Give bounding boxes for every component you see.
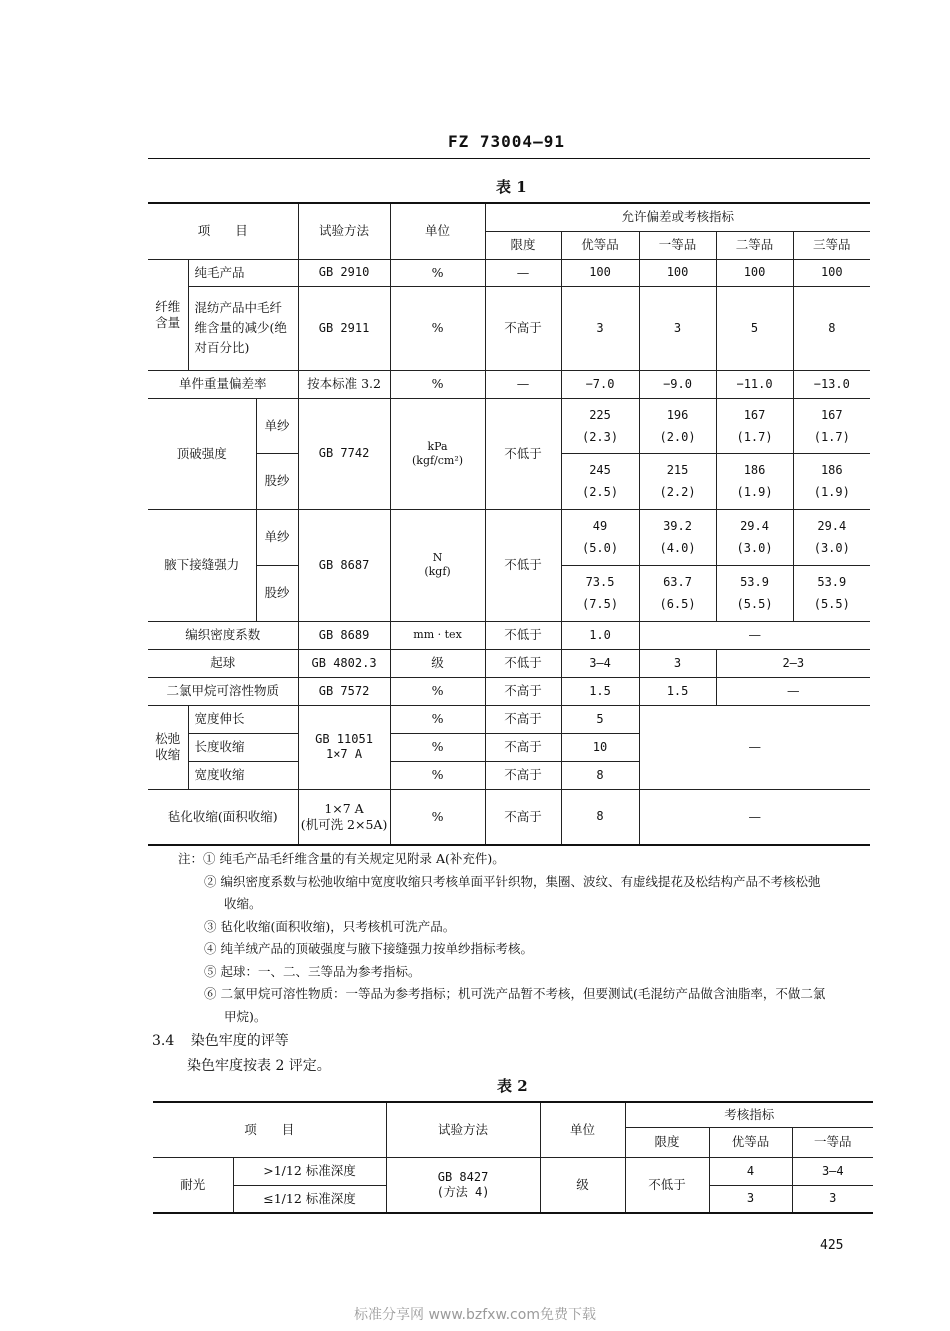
relax-r2-limit: 不高于 <box>485 733 561 761</box>
note-2-cont: 收缩。 <box>224 896 262 911</box>
relax-r3-unit: % <box>390 761 485 789</box>
dcm-name: 二氯甲烷可溶性物质 <box>148 677 298 705</box>
seam-single-v1 <box>561 509 639 565</box>
table-header-row <box>148 203 870 231</box>
light-a-cond: >1/12 标准深度 <box>233 1157 386 1185</box>
table-row <box>148 705 870 733</box>
burst-unit <box>390 398 485 509</box>
t2-head-method: 试验方法 <box>386 1102 540 1157</box>
value: 225 <box>589 407 611 422</box>
seam-limit: 不低于 <box>485 509 561 621</box>
burst-single-v1 <box>561 398 639 453</box>
value-paren: (3.0) <box>736 541 773 555</box>
density-v1: 1.0 <box>561 621 639 649</box>
table-row <box>148 398 870 453</box>
fiber-blend-v3: 5 <box>716 286 793 370</box>
table1-notes <box>178 848 878 1028</box>
head-limit: 限度 <box>485 231 561 259</box>
burst-unit-main: kPa <box>427 439 448 453</box>
fiber-blend-v4: 8 <box>793 286 870 370</box>
value-paren: (2.3) <box>581 429 619 444</box>
density-name: 编织密度系数 <box>148 621 298 649</box>
head-method: 试验方法 <box>298 203 390 259</box>
head-grade-2: 一等品 <box>639 231 716 259</box>
relax-r1-name: 宽度伸长 <box>188 705 298 733</box>
relax-method-cycle: 1×7 A <box>325 747 363 761</box>
burst-method: GB 7742 <box>298 398 390 509</box>
dcm-limit: 不高于 <box>485 677 561 705</box>
value-paren: (1.7) <box>813 429 850 444</box>
seam-method: GB 8687 <box>298 509 390 621</box>
value-paren: (3.0) <box>813 541 850 555</box>
t2-head-group: 考核指标 <box>625 1102 873 1127</box>
fiber-pure-v1: 100 <box>561 259 639 286</box>
light-a-v1: 4 <box>709 1157 792 1185</box>
light-name: 耐光 <box>153 1157 233 1213</box>
relax-r1-unit: % <box>390 705 485 733</box>
light-b-v1: 3 <box>709 1185 792 1213</box>
t2-head-limit: 限度 <box>625 1127 709 1157</box>
dcm-v34: — <box>716 677 870 705</box>
weight-method: 按本标准 3.2 <box>298 370 390 398</box>
burst-single-sub: 单纱 <box>256 398 298 453</box>
dcm-unit: % <box>390 677 485 705</box>
pilling-v2: 3 <box>639 649 716 677</box>
table1-caption: 表 1 <box>496 178 527 196</box>
light-method-std: GB 8427 <box>437 1169 489 1184</box>
value-paren: (2.2) <box>659 485 696 499</box>
fiber-pure-method: GB 2910 <box>298 259 390 286</box>
burst-single-v4 <box>793 398 870 453</box>
note-2: ② 编织密度系数与松弛收缩中宽度收缩只考核单面平针织物，集圈、波纹、有虚线提花及松结构产品不考核松弛 <box>204 873 821 889</box>
felt-limit: 不高于 <box>485 789 561 845</box>
relax-r3-limit: 不高于 <box>485 761 561 789</box>
light-method <box>386 1157 540 1213</box>
dcm-v1: 1.5 <box>561 677 639 705</box>
table-header-row <box>153 1102 873 1127</box>
value: 73.5 <box>585 575 615 589</box>
weight-unit: % <box>390 370 485 398</box>
burst-limit: 不低于 <box>485 398 561 509</box>
felt-v1: 8 <box>561 789 639 845</box>
light-unit: 级 <box>540 1157 625 1213</box>
table-row <box>148 370 870 398</box>
felt-method <box>298 789 390 845</box>
head-grade-1: 优等品 <box>561 231 639 259</box>
burst-single-v3 <box>716 398 793 453</box>
dcm-method: GB 7572 <box>298 677 390 705</box>
value-paren: (2.5) <box>581 485 619 499</box>
section-text: 染色牢度按表 2 评定。 <box>187 1058 331 1074</box>
density-method: GB 8689 <box>298 621 390 649</box>
burst-ply-v1 <box>561 453 639 509</box>
fiber-blend-v2: 3 <box>639 286 716 370</box>
relax-rest: — <box>639 705 870 789</box>
value: 53.9 <box>817 575 847 589</box>
seam-unit-alt: (kgf) <box>424 565 451 578</box>
value: 186 <box>820 463 843 477</box>
table-row <box>148 789 870 845</box>
value: 39.2 <box>663 519 692 533</box>
value-paren: (5.5) <box>813 597 850 611</box>
relax-method <box>298 705 390 789</box>
seam-unit <box>390 509 485 621</box>
fiber-blend-name: 混纺产品中毛纤维含量的减少(绝对百分比) <box>188 286 298 370</box>
felt-name: 毡化收缩(面积收缩) <box>148 789 298 845</box>
relax-r1-limit: 不高于 <box>485 705 561 733</box>
seam-name: 腋下接缝强力 <box>148 509 256 621</box>
relax-r2-name: 长度收缩 <box>188 733 298 761</box>
seam-unit-main: N <box>432 551 443 565</box>
value: 245 <box>589 463 611 477</box>
table-row <box>148 509 870 565</box>
light-limit: 不低于 <box>625 1157 709 1213</box>
felt-rest: — <box>639 789 870 845</box>
relax-r2-unit: % <box>390 733 485 761</box>
seam-ply-v4 <box>793 565 870 621</box>
value: 215 <box>666 463 689 477</box>
pilling-limit: 不低于 <box>485 649 561 677</box>
density-rest: — <box>639 621 870 649</box>
table-row <box>153 1157 873 1185</box>
table-row <box>148 621 870 649</box>
value-paren: (1.7) <box>736 429 773 444</box>
fiber-pure-unit: % <box>390 259 485 286</box>
pilling-v34: 2—3 <box>716 649 870 677</box>
note-5: ⑤ 起球：一、二、三等品为参考指标。 <box>204 963 421 979</box>
value: 196 <box>666 407 689 422</box>
fiber-pure-name: 纯毛产品 <box>188 259 298 286</box>
table-row <box>148 259 870 286</box>
head-grade-3: 二等品 <box>716 231 793 259</box>
page-number: 425 <box>820 1238 844 1253</box>
head-grade-4: 三等品 <box>793 231 870 259</box>
dcm-v2: 1.5 <box>639 677 716 705</box>
fiber-blend-v1: 3 <box>561 286 639 370</box>
burst-ply-v4 <box>793 453 870 509</box>
value-paren: (6.5) <box>659 597 696 611</box>
value: 29.4 <box>740 519 769 533</box>
relax-r1-v1: 5 <box>561 705 639 733</box>
burst-single-v2 <box>639 398 716 453</box>
t2-head-grade-2: 一等品 <box>792 1127 873 1157</box>
value: 167 <box>743 407 766 422</box>
fiber-blend-limit: 不高于 <box>485 286 561 370</box>
relax-r2-v1: 10 <box>561 733 639 761</box>
table-1 <box>148 202 870 846</box>
note-6-cont: 甲烷)。 <box>224 1008 267 1024</box>
relax-r3-v1: 8 <box>561 761 639 789</box>
light-b-v2: 3 <box>792 1185 873 1213</box>
felt-method-cycle: 1×7 A <box>324 801 364 817</box>
head-group: 允许偏差或考核指标 <box>485 203 870 231</box>
section-heading <box>152 1030 289 1050</box>
fiber-blend-unit: % <box>390 286 485 370</box>
seam-ply-sub: 股纱 <box>256 565 298 621</box>
table-row <box>148 677 870 705</box>
density-limit: 不低于 <box>485 621 561 649</box>
standard-header: FZ 73004—91 <box>448 132 565 151</box>
density-unit: mm · tex <box>390 621 485 649</box>
burst-ply-v3 <box>716 453 793 509</box>
value-paren: (5.5) <box>736 597 773 611</box>
weight-v4: −13.0 <box>793 370 870 398</box>
seam-single-v2 <box>639 509 716 565</box>
value: 63.7 <box>663 575 692 589</box>
fiber-pure-v2: 100 <box>639 259 716 286</box>
relax-method-std: GB 11051 <box>315 732 373 746</box>
note-3: ③ 毡化收缩(面积收缩)，只考核机可洗产品。 <box>204 918 456 934</box>
value: 53.9 <box>740 575 769 589</box>
light-a-v2: 3—4 <box>792 1157 873 1185</box>
weight-name: 单件重量偏差率 <box>148 370 298 398</box>
section-number: 3.4 <box>152 1033 175 1049</box>
relax-r3-name: 宽度收缩 <box>188 761 298 789</box>
watermark: 标准分享网 www.bzfxw.com免费下载 <box>354 1307 596 1323</box>
weight-v1: −7.0 <box>561 370 639 398</box>
value-paren: (2.0) <box>659 429 696 444</box>
fiber-pure-v3: 100 <box>716 259 793 286</box>
weight-v2: −9.0 <box>639 370 716 398</box>
head-unit: 单位 <box>390 203 485 259</box>
note-6: ⑥ 二氯甲烷可溶性物质：一等品为参考指标；机可洗产品暂不考核，但要测试(毛混纺产品做含油脂率，不做二氯 <box>204 986 826 1001</box>
head-item: 项 目 <box>148 203 298 259</box>
seam-single-v4 <box>793 509 870 565</box>
seam-single-sub: 单纱 <box>256 509 298 565</box>
burst-ply-sub: 股纱 <box>256 453 298 509</box>
note-4: ④ 纯羊绒产品的顶破强度与腋下接缝强力按单纱指标考核。 <box>204 941 533 956</box>
value-paren: (5.0) <box>581 541 619 555</box>
felt-method-alt: (机可洗 2×5A) <box>300 816 388 832</box>
table2-caption: 表 2 <box>497 1077 528 1095</box>
burst-name: 顶破强度 <box>148 398 256 509</box>
value-paren: (1.9) <box>813 485 850 499</box>
note-1: 注：① 纯毛产品毛纤维含量的有关规定见附录 A(补充件)。 <box>178 851 505 866</box>
value: 29.4 <box>817 519 847 533</box>
seam-ply-v2 <box>639 565 716 621</box>
felt-unit: % <box>390 789 485 845</box>
value: 49 <box>592 519 608 533</box>
t2-head-item: 项 目 <box>153 1102 386 1157</box>
seam-ply-v1 <box>561 565 639 621</box>
relax-label: 松弛收缩 <box>148 705 188 789</box>
seam-ply-v3 <box>716 565 793 621</box>
fiber-label: 纤维含量 <box>148 259 188 370</box>
weight-limit: — <box>485 370 561 398</box>
pilling-method: GB 4802.3 <box>298 649 390 677</box>
header-rule <box>148 158 870 159</box>
fiber-pure-limit: — <box>485 259 561 286</box>
pilling-v1: 3—4 <box>561 649 639 677</box>
value-paren: (7.5) <box>581 597 619 611</box>
value: 167 <box>820 407 843 422</box>
value-paren: (4.0) <box>659 541 696 555</box>
t2-head-grade-1: 优等品 <box>709 1127 792 1157</box>
fiber-pure-v4: 100 <box>793 259 870 286</box>
pilling-unit: 级 <box>390 649 485 677</box>
light-b-cond: ≤1/12 标准深度 <box>233 1185 386 1213</box>
section-title: 染色牢度的评等 <box>190 1033 289 1049</box>
burst-ply-v2 <box>639 453 716 509</box>
pilling-name: 起球 <box>148 649 298 677</box>
value: 186 <box>743 463 766 477</box>
t2-head-unit: 单位 <box>540 1102 625 1157</box>
table-row <box>148 286 870 370</box>
seam-single-v3 <box>716 509 793 565</box>
light-method-alt: (方法 4) <box>436 1184 490 1199</box>
table-2 <box>153 1101 873 1214</box>
fiber-blend-method: GB 2911 <box>298 286 390 370</box>
value-paren: (1.9) <box>736 485 773 499</box>
burst-unit-alt: (kgf/cm²) <box>411 453 464 467</box>
weight-v3: −11.0 <box>716 370 793 398</box>
table-row <box>148 649 870 677</box>
